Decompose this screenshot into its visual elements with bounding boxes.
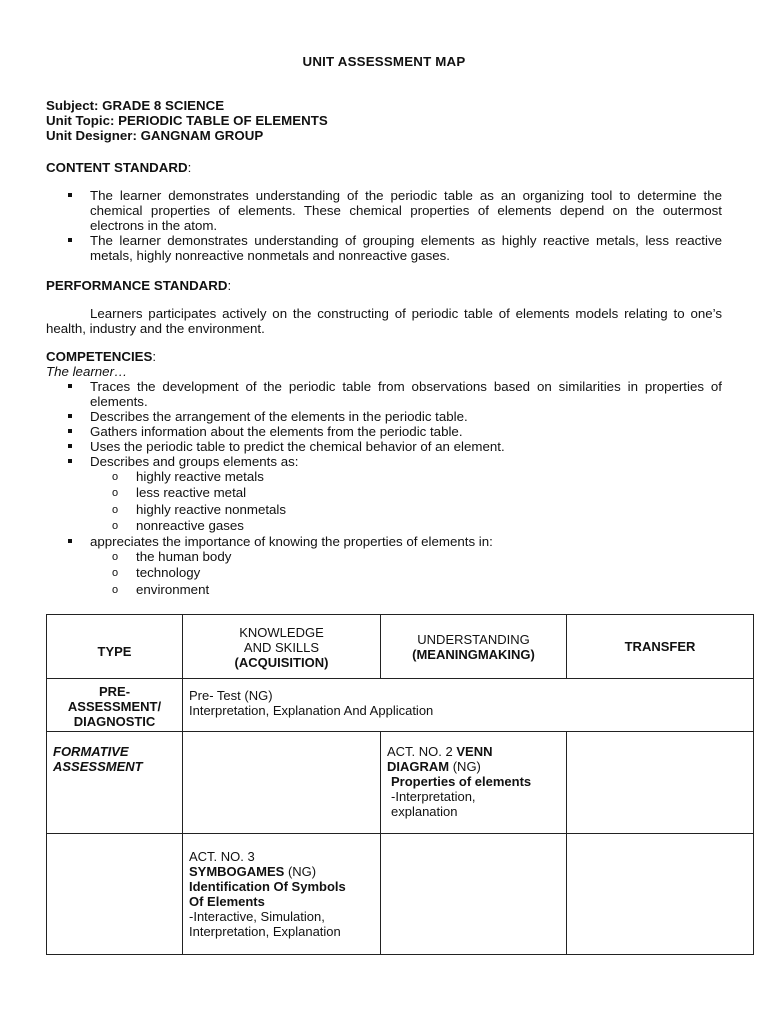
act3-transfer-cell: [567, 834, 754, 955]
list-item: Describes and groups elements as: o highly reactive metals o less reactive metal o highly reactive nonmetals o nonreactive gases: [46, 454, 722, 534]
table-row: [47, 834, 754, 955]
page-title: UNIT ASSESSMENT MAP: [302, 54, 466, 69]
subject-label: Subject:: [46, 98, 99, 113]
table-row: [47, 679, 754, 732]
competencies-heading: COMPETENCIES:: [46, 349, 157, 364]
list-item: o nonreactive gases: [112, 517, 244, 533]
performance-standard-heading: PERFORMANCE STANDARD:: [46, 278, 232, 293]
element-groups-list: [90, 469, 722, 534]
designer-row: [46, 128, 328, 143]
pre-assessment-details: Pre- Test (NG) Interpretation, Explanation And Application: [183, 679, 754, 732]
list-item: The learner demonstrates understanding of the periodic table as an organizing tool to determine the chemical properties of elements. These chemical properties of elements depend on the outermost electrons in the atom.: [46, 188, 722, 233]
competencies-lead: The learner…: [46, 364, 128, 379]
formative-knowledge-cell: [183, 732, 381, 834]
list-item: o environment: [112, 581, 210, 597]
header-knowledge: KNOWLEDGE AND SKILLS (ACQUISITION): [183, 615, 381, 679]
list-item: o highly reactive nonmetals: [112, 501, 287, 517]
topic-row: [46, 113, 328, 128]
list-item: o highly reactive metals: [112, 469, 264, 484]
type-formative: FORMATIVE ASSESSMENT: [47, 732, 183, 834]
assessment-table: [46, 614, 754, 955]
list-item: The learner demonstrates understanding of grouping elements as highly reactive metals, less reactive metals, highly nonreactive nonmetals and nonreactive gases.: [46, 233, 722, 263]
header-transfer: TRANSFER: [567, 615, 754, 679]
competencies-list: [46, 379, 722, 598]
performance-standard-text: Learners participates actively on the constructing of periodic table of elements models relating to one’s health, industry and the environment.: [46, 306, 722, 336]
header-understanding: UNDERSTANDING (MEANINGMAKING): [381, 615, 567, 679]
appreciates-list: [90, 549, 722, 598]
topic-label: Unit Topic:: [46, 113, 115, 128]
list-item: Traces the development of the periodic table from observations based on similarities in properties of elements.: [46, 379, 722, 409]
table-row: [47, 732, 754, 834]
list-item: o the human body: [112, 549, 232, 565]
formative-understanding-cell: ACT. NO. 2 VENN DIAGRAM (NG) Properties of elements -Interpretation, explanation: [381, 732, 567, 834]
list-item: Uses the periodic table to predict the chemical behavior of an element.: [46, 439, 722, 454]
type-empty-cell: [47, 834, 183, 955]
content-standard-list: [46, 188, 722, 263]
type-pre-assessment: PRE- ASSESSMENT/ DIAGNOSTIC: [47, 679, 183, 732]
header-type: TYPE: [47, 615, 183, 679]
act3-knowledge-cell: ACT. NO. 3 SYMBOGAMES (NG) Identification Of Symbols Of Elements -Interactive, Simulation, Interpretation, Explanation: [183, 834, 381, 955]
designer-label: Unit Designer:: [46, 128, 137, 143]
formative-transfer-cell: [567, 732, 754, 834]
topic-value: PERIODIC TABLE OF ELEMENTS: [118, 113, 328, 128]
table-header-row: [47, 615, 754, 679]
list-item: o less reactive metal: [112, 485, 247, 501]
list-item: o technology: [112, 565, 201, 581]
act3-understanding-cell: [381, 834, 567, 955]
unit-meta: [46, 98, 328, 143]
designer-value: GANGNAM GROUP: [140, 128, 264, 143]
list-item: Describes the arrangement of the elements in the periodic table.: [46, 409, 722, 424]
content-standard-heading: CONTENT STANDARD:: [46, 160, 192, 175]
subject-value: GRADE 8 SCIENCE: [102, 98, 225, 113]
list-item: Gathers information about the elements from the periodic table.: [46, 424, 722, 439]
subject-row: [46, 98, 328, 113]
list-item: appreciates the importance of knowing the properties of elements in: o the human body o technology o environment: [46, 534, 722, 598]
